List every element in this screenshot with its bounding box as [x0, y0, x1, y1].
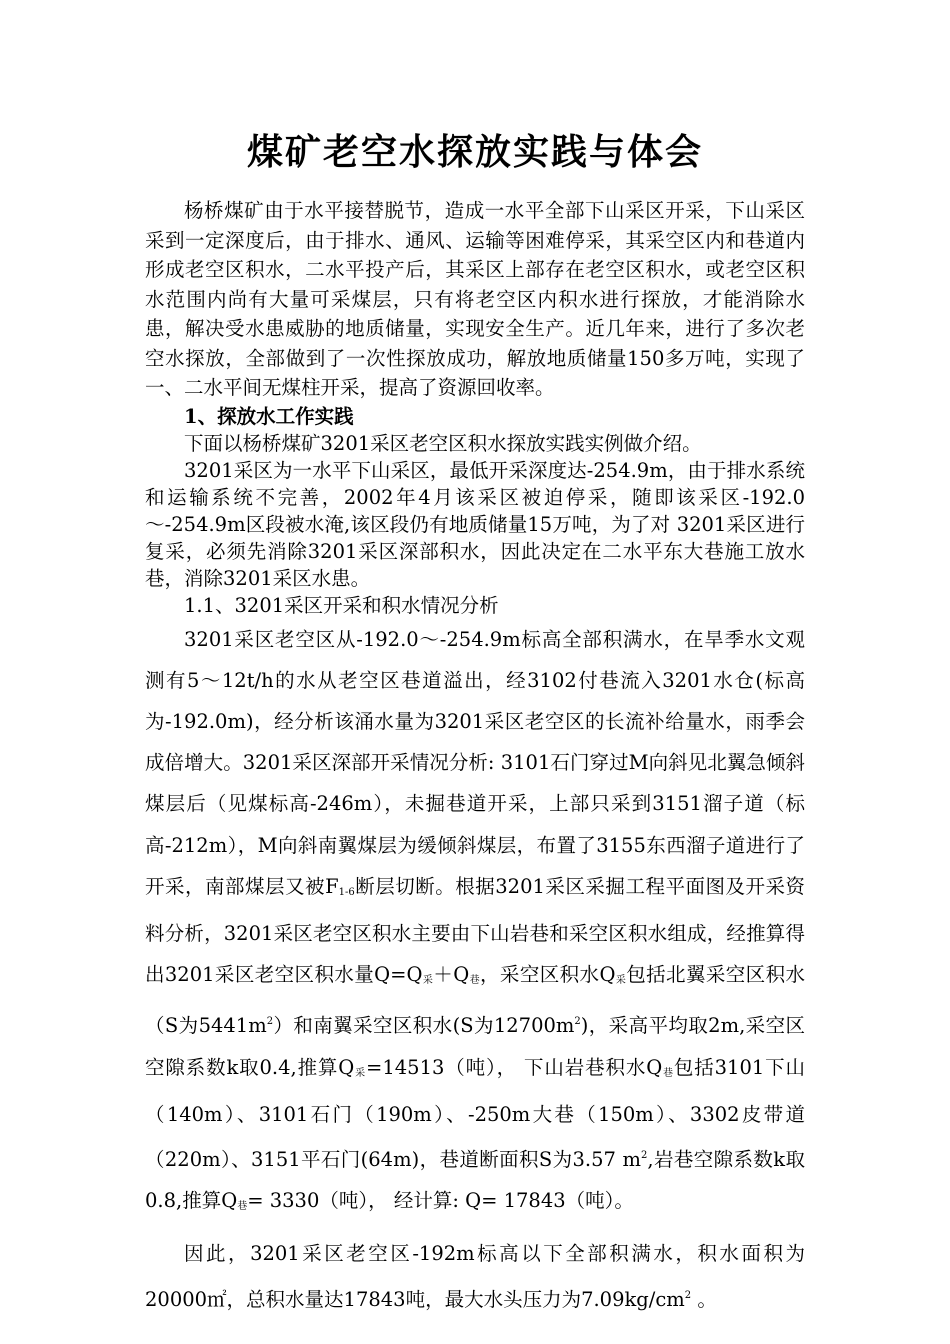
intro-paragraph: 杨桥煤矿由于水平接替脱节，造成一水平全部下山采区开采，下山采区采到一定深度后，由于排水、通风、运输等困难停采，其采空区内和巷道内形成老空区积水，二水平投产后，其采区上部存在老空区积水，或老空区积水范围内尚有大量可采煤层，只有将老空区内积水进行探放，才能消除水患，解决受水患威胁的地质储量，实现安全生产。近几年来，进行了多次老空水探放，全部做到了一次性探放成功，解放地质储量150多万吨，实现了一、二水平间无煤柱开采，提高了资源回收率。 — [145, 199, 805, 399]
paragraph-1-1-text-h: =14513（吨）， 下山岩巷积水Q — [366, 1055, 663, 1079]
subscript-cai-3: 采 — [354, 1067, 367, 1079]
paragraph-final — [145, 1233, 805, 1319]
subscript-xiang: 巷 — [469, 975, 481, 987]
superscript-area-3: 2 — [641, 1149, 648, 1161]
paragraph-1-1 — [145, 619, 805, 1228]
section-heading-1: 1、探放水工作实践 — [184, 404, 354, 428]
subscript-xiang-3: 巷 — [237, 1201, 248, 1213]
superscript-pressure: 2 — [684, 1289, 692, 1301]
paragraph-1-1-text-f: ）和南翼采空区积水(S为12700m — [273, 1014, 575, 1038]
paragraph-1b: 3201采区为一水平下山采区，最低开采深度达-254.9m，由于排水系统和运输系统不完善，2002年4月该采区被迫停采，随即该采区-192.0～-254.9m区段被水淹,该区段仍有地质储量15万吨，为了对 3201采区进行复采，必须先消除3201采区深部积水，因此决定在二水平东大巷施工放水巷，消除3201采区水患。 — [145, 458, 805, 590]
superscript-area-2: 2 — [574, 1016, 581, 1028]
paragraph-1-1-text-e: 包括北翼采空区积水（S为5441m — [145, 963, 805, 1038]
paragraph-1-1-text-b: 断层切断。根据3201采区采掘工程平面图及开采资料分析，3201采区老空区积水主要由下山岩巷和采空区积水组成，经推算得出3201采区老空区积水量Q=Q — [145, 874, 805, 987]
subscript-cai: 采 — [422, 975, 434, 987]
fault-subscript: 1-6 — [338, 886, 355, 898]
paragraph-final-text-a: 因此，3201采区老空区-192m标高以下全部积满水，积水面积为20000㎡，总积水量达17843吨，最大水头压力为7.09kg/cm — [145, 1242, 805, 1311]
paragraph-1-1-text-a: 3201采区老空区从-192.0～-254.9m标高全部积满水，在旱季水文观测有5～12t/h的水从老空区巷道溢出，经3102付巷流入3201水仓(标高为-192.0m)，经分析该涌水量为3201采区老空区的长流补给量水，雨季会成倍增大。3201采区深部开采情况分析: 3101石门穿过M向斜见北翼急倾斜煤层后（见煤标高-246m），未掘巷道开采，上部只采到3151溜子道（标高-212m），M向斜南翼煤层为缓倾斜煤层，布置了3155东西溜子道进行了开采，南部煤层又被F — [145, 627, 805, 898]
paragraph-1a: 下面以杨桥煤矿3201采区老空区积水探放实践实例做介绍。 — [184, 431, 702, 455]
paragraph-1-1-text-k: = 3330（吨）， 经计算: Q= 17843（吨）。 — [247, 1189, 634, 1213]
paragraph-1-1-text-c: ＋Q — [433, 963, 470, 987]
paragraph-1-1-text-i: 包括3101下山（140m）、3101石门（190m）、-250m大巷（150m）、3302皮带道（220m）、3151平石门(64m)，巷道断面积S为3.57 m — [145, 1055, 806, 1171]
document-body — [145, 196, 805, 1320]
paragraph-1-1-text-d: ，采空区积水Q — [480, 963, 616, 987]
section-heading-1-1: 1.1、3201采区开采和积水情况分析 — [184, 593, 499, 617]
document-title: 煤矿老空水探放实践与体会 — [246, 131, 703, 173]
paragraph-1-1-text-j: ,岩巷空隙系数k取0.8,推算Q — [145, 1147, 806, 1213]
paragraph-1-1-text-g: )，采高平均取2m,采空区空隙系数k取0.4,推算Q — [145, 1014, 805, 1079]
superscript-area-1: 2 — [266, 1016, 274, 1028]
paragraph-final-text-b: 。 — [691, 1287, 717, 1311]
subscript-xiang-2: 巷 — [662, 1067, 674, 1079]
subscript-cai-2: 采 — [615, 975, 627, 987]
